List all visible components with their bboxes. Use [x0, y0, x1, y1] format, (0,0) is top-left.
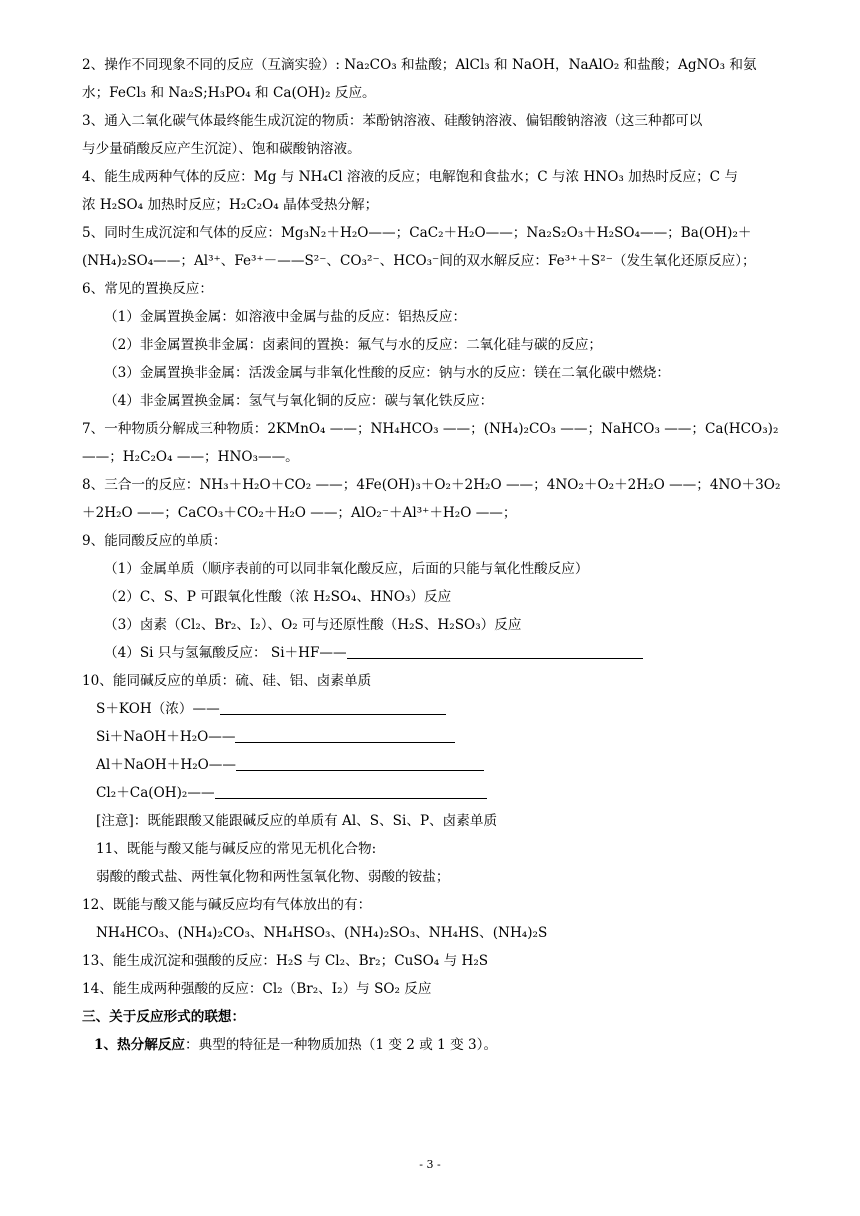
line-item-9-3: （3）卤素（Cl₂、Br₂、I₂）、O₂ 可与还原性酸（H₂S、H₂SO₃）反应 [104, 617, 522, 633]
line-item-10-si [96, 728, 796, 746]
line-item-9-1: （1）金属单质（顺序表前的可以同非氧化酸反应，后面的只能与氧化性酸反应） [104, 561, 589, 577]
line-item-6-2: （2）非金属置换非金属：卤素间的置换：氟气与水的反应：二氧化硅与碳的反应； [104, 337, 603, 353]
line-item-10: 10、能同碱反应的单质：硫、硅、铝、卤素单质 [82, 673, 372, 689]
line-item-3-cont: 与少量硝酸反应产生沉淀）、饱和碳酸钠溶液。 [82, 141, 361, 157]
line-item-10-al [96, 756, 796, 774]
equation-al-naoh: Al＋NaOH＋H₂O—— [96, 757, 236, 773]
line-item-9: 9、能同酸反应的单质： [82, 533, 227, 549]
line-item-6-3: （3）金属置换非金属：活泼金属与非氧化性酸的反应：钠与水的反应：镁在二氧化碳中燃烧： [104, 365, 670, 381]
answer-blank-cl2-caoh2[interactable] [215, 784, 487, 799]
equation-cl2-caoh2: Cl₂＋Ca(OH)₂—— [96, 785, 215, 801]
line-item-4-cont: 浓 H₂SO₄ 加热时反应；H₂C₂O₄ 晶体受热分解； [82, 197, 379, 213]
line-item-7: 7、一种物质分解成三种物质：2KMnO₄ ——；NH₄HCO₃ ——；(NH₄)₂CO₃ ——；NaHCO₃ ——；Ca(HCO₃)₂ [82, 421, 779, 437]
line-item-6-1: （1）金属置换金属：如溶液中金属与盐的反应：铝热反应： [104, 309, 467, 325]
line-item-2: 2、操作不同现象不同的反应（互滴实验）: Na₂CO₃ 和盐酸；AlCl₃ 和 NaOH，NaAlO₂ 和盐酸；AgNO₃ 和氨 [82, 57, 757, 73]
answer-blank-si-naoh[interactable] [235, 728, 455, 743]
line-item-10-s [96, 700, 796, 718]
page-number: - 3 - [419, 1158, 441, 1171]
line-item-8: 8、三合一的反应：NH₃＋H₂O＋CO₂ ——；4Fe(OH)₃＋O₂＋2H₂O ——；4NO₂＋O₂＋2H₂O ——；4NO＋3O₂ [82, 477, 781, 493]
note-line: [注意]：既能跟酸又能跟碱反应的单质有 Al、S、Si、P、卤素单质 [96, 813, 498, 829]
line-item-12: 12、既能与酸又能与碱反应均有气体放出的有： [82, 897, 372, 913]
line-item-6: 6、常见的置换反应： [82, 281, 213, 297]
equation-s-koh: S＋KOH（浓）—— [96, 701, 220, 717]
answer-blank-al-naoh[interactable] [236, 756, 484, 771]
line-item-9-2: （2）C、S、P 可跟氧化性酸（浓 H₂SO₄、HNO₃）反应 [104, 589, 452, 605]
line-item-4: 4、能生成两种气体的反应：Mg 与 NH₄Cl 溶液的反应；电解饱和食盐水；C 与浓 HNO₃ 加热时反应；C 与 [82, 169, 738, 185]
line-item-12-cont: NH₄HCO₃、(NH₄)₂CO₃、NH₄HSO₃、(NH₄)₂SO₃、NH₄HS、(NH₄)₂S [96, 925, 548, 941]
equation-si-naoh: Si＋NaOH＋H₂O—— [96, 729, 236, 745]
line-item-2-cont: 水；FeCl₃ 和 Na₂S;H₃PO₄ 和 Ca(OH)₂ 反应。 [82, 85, 376, 101]
line-item-thermal [94, 1036, 794, 1054]
line-item-5: 5、同时生成沉淀和气体的反应：Mg₃N₂＋H₂O——；CaC₂＋H₂O——；Na₂S₂O₃＋H₂SO₄——；Ba(OH)₂＋ [82, 225, 752, 241]
line-item-10-cl2 [96, 784, 796, 802]
answer-blank-s-koh[interactable] [220, 700, 446, 715]
line-item-9-4 [104, 644, 804, 662]
thermal-decomposition-text: ：典型的特征是一种物质加热（1 变 2 或 1 变 3）。 [185, 1037, 498, 1053]
line-item-11: 11、既能与酸又能与碱反应的常见无机化合物: [96, 841, 377, 857]
line-item-3: 3、通入二氧化碳气体最终能生成沉淀的物质：苯酚钠溶液、硅酸钠溶液、偏铝酸钠溶液（这三种都可以 [82, 113, 703, 129]
line-item-5-cont: (NH₄)₂SO₄——；Al³⁺、Fe³⁺－——S²⁻、CO₃²⁻、HCO₃⁻间的双水解反应：Fe³⁺＋S²⁻（发生氧化还原反应）； [82, 253, 756, 269]
line-item-8-cont: ＋2H₂O ——；CaCO₃＋CO₂＋H₂O ——；AlO₂⁻＋Al³⁺＋H₂O ——； [82, 505, 517, 521]
line-item-13: 13、能生成沉淀和强酸的反应：H₂S 与 Cl₂、Br₂；CuSO₄ 与 H₂S [82, 953, 489, 969]
line-item-14: 14、能生成两种强酸的反应：Cl₂（Br₂、I₂）与 SO₂ 反应 [82, 981, 432, 997]
line-item-11-cont: 弱酸的酸式盐、两性氧化物和两性氢氧化物、弱酸的铵盐； [96, 869, 450, 885]
section-heading-3: 三、关于反应形式的联想： [82, 1009, 246, 1025]
line-item-7-cont: ——；H₂C₂O₄ ——；HNO₃——。 [82, 449, 299, 465]
thermal-decomposition-title: 1、热分解反应 [94, 1037, 186, 1053]
line-item-6-4: （4）非金属置换金属：氢气与氧化铜的反应：碳与氧化铁反应： [104, 393, 494, 409]
answer-blank-si-hf[interactable] [347, 644, 643, 659]
equation-si-hf: （4）Si 只与氢氟酸反应： Si＋HF—— [104, 645, 347, 661]
